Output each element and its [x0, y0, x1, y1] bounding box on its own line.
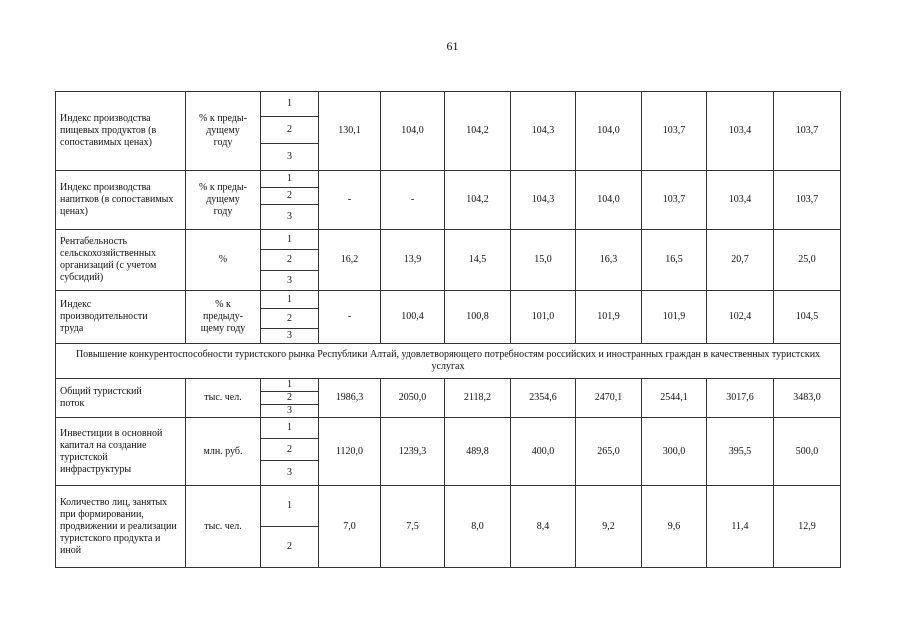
- indicators-table: [55, 91, 841, 568]
- value-cell: 102,4: [707, 291, 774, 344]
- table-row: [56, 171, 841, 188]
- value-cell: 104,2: [445, 171, 511, 230]
- value-cell: 1986,3: [319, 379, 381, 418]
- unit-cell: % к преды- дущему году: [186, 92, 261, 171]
- sub-row-number: 1: [261, 230, 319, 250]
- value-cell: -: [381, 171, 445, 230]
- value-cell: 8,0: [445, 486, 511, 568]
- value-cell: 265,0: [576, 418, 642, 486]
- indicator-name: Инвестиции в основной капитал на создание туристской инфраструктуры: [56, 418, 186, 486]
- value-cell: 16,3: [576, 230, 642, 291]
- page-number: 61: [446, 39, 459, 53]
- value-cell: 7,0: [319, 486, 381, 568]
- value-cell: 8,4: [511, 486, 576, 568]
- table-row: [56, 291, 841, 309]
- sub-row-number: 3: [261, 271, 319, 291]
- sub-row-number: 3: [261, 329, 319, 344]
- value-cell: 100,4: [381, 291, 445, 344]
- indicator-name: Индекс производства напитков (в сопоставимых ценах): [56, 171, 186, 230]
- value-cell: 104,2: [445, 92, 511, 171]
- value-cell: 1239,3: [381, 418, 445, 486]
- sub-row-number: 3: [261, 461, 319, 486]
- value-cell: 130,1: [319, 92, 381, 171]
- value-cell: 25,0: [774, 230, 841, 291]
- sub-row-number: 2: [261, 439, 319, 461]
- sub-row-number: 3: [261, 405, 319, 418]
- value-cell: 2470,1: [576, 379, 642, 418]
- value-cell: 489,8: [445, 418, 511, 486]
- value-cell: -: [319, 291, 381, 344]
- unit-cell: % к преды- дущему году: [186, 171, 261, 230]
- value-cell: 12,9: [774, 486, 841, 568]
- unit-cell: тыс. чел.: [186, 486, 261, 568]
- table-row: [56, 379, 841, 392]
- value-cell: 9,6: [642, 486, 707, 568]
- value-cell: 2354,6: [511, 379, 576, 418]
- value-cell: 101,0: [511, 291, 576, 344]
- value-cell: 16,5: [642, 230, 707, 291]
- value-cell: 104,0: [576, 92, 642, 171]
- sub-row-number: 3: [261, 205, 319, 230]
- indicator-name: Количество лиц, занятых при формировании, продвижении и реализации туристского продукта и иной: [56, 486, 186, 568]
- unit-cell: % к предыду- щему году: [186, 291, 261, 344]
- value-cell: 11,4: [707, 486, 774, 568]
- value-cell: 13,9: [381, 230, 445, 291]
- value-cell: 103,7: [774, 92, 841, 171]
- sub-row-number: 1: [261, 171, 319, 188]
- value-cell: 2544,1: [642, 379, 707, 418]
- value-cell: 300,0: [642, 418, 707, 486]
- table-row: [56, 230, 841, 250]
- section-title: Повышение конкурентоспособности туристского рынка Республики Алтай, удовлетворяющего потребностям российских и иностранных граждан в качественных туристских услугах: [56, 344, 841, 379]
- sub-row-number: 2: [261, 188, 319, 205]
- value-cell: 400,0: [511, 418, 576, 486]
- sub-row-number: 1: [261, 379, 319, 392]
- unit-cell: млн. руб.: [186, 418, 261, 486]
- value-cell: 3017,6: [707, 379, 774, 418]
- sub-row-number: 1: [261, 418, 319, 439]
- sub-row-number: 2: [261, 250, 319, 271]
- table-row: [56, 486, 841, 527]
- value-cell: 104,5: [774, 291, 841, 344]
- indicator-name: Индекс производительности труда: [56, 291, 186, 344]
- value-cell: 3483,0: [774, 379, 841, 418]
- value-cell: 9,2: [576, 486, 642, 568]
- sub-row-number: 2: [261, 527, 319, 568]
- value-cell: 15,0: [511, 230, 576, 291]
- value-cell: 104,0: [576, 171, 642, 230]
- value-cell: 104,0: [381, 92, 445, 171]
- section-row: [56, 344, 841, 379]
- value-cell: 103,4: [707, 92, 774, 171]
- value-cell: 103,7: [642, 92, 707, 171]
- value-cell: 395,5: [707, 418, 774, 486]
- value-cell: 2050,0: [381, 379, 445, 418]
- value-cell: 20,7: [707, 230, 774, 291]
- value-cell: 103,7: [774, 171, 841, 230]
- value-cell: 104,3: [511, 171, 576, 230]
- unit-cell: тыс. чел.: [186, 379, 261, 418]
- indicator-name: Общий туристский поток: [56, 379, 186, 418]
- sub-row-number: 3: [261, 144, 319, 171]
- table-row: [56, 418, 841, 439]
- indicator-name: Рентабельность сельскохозяйственных организаций (с учетом субсидий): [56, 230, 186, 291]
- value-cell: 103,7: [642, 171, 707, 230]
- table-row: [56, 92, 841, 117]
- unit-cell: %: [186, 230, 261, 291]
- sub-row-number: 2: [261, 117, 319, 144]
- sub-row-number: 2: [261, 309, 319, 329]
- value-cell: 14,5: [445, 230, 511, 291]
- sub-row-number: 1: [261, 291, 319, 309]
- value-cell: 500,0: [774, 418, 841, 486]
- value-cell: 103,4: [707, 171, 774, 230]
- value-cell: 16,2: [319, 230, 381, 291]
- value-cell: 100,8: [445, 291, 511, 344]
- value-cell: 101,9: [576, 291, 642, 344]
- value-cell: 2118,2: [445, 379, 511, 418]
- sub-row-number: 1: [261, 486, 319, 527]
- value-cell: 104,3: [511, 92, 576, 171]
- value-cell: 7,5: [381, 486, 445, 568]
- sub-row-number: 1: [261, 92, 319, 117]
- indicator-name: Индекс производства пищевых продуктов (в сопоставимых ценах): [56, 92, 186, 171]
- value-cell: 1120,0: [319, 418, 381, 486]
- value-cell: -: [319, 171, 381, 230]
- sub-row-number: 2: [261, 392, 319, 405]
- value-cell: 101,9: [642, 291, 707, 344]
